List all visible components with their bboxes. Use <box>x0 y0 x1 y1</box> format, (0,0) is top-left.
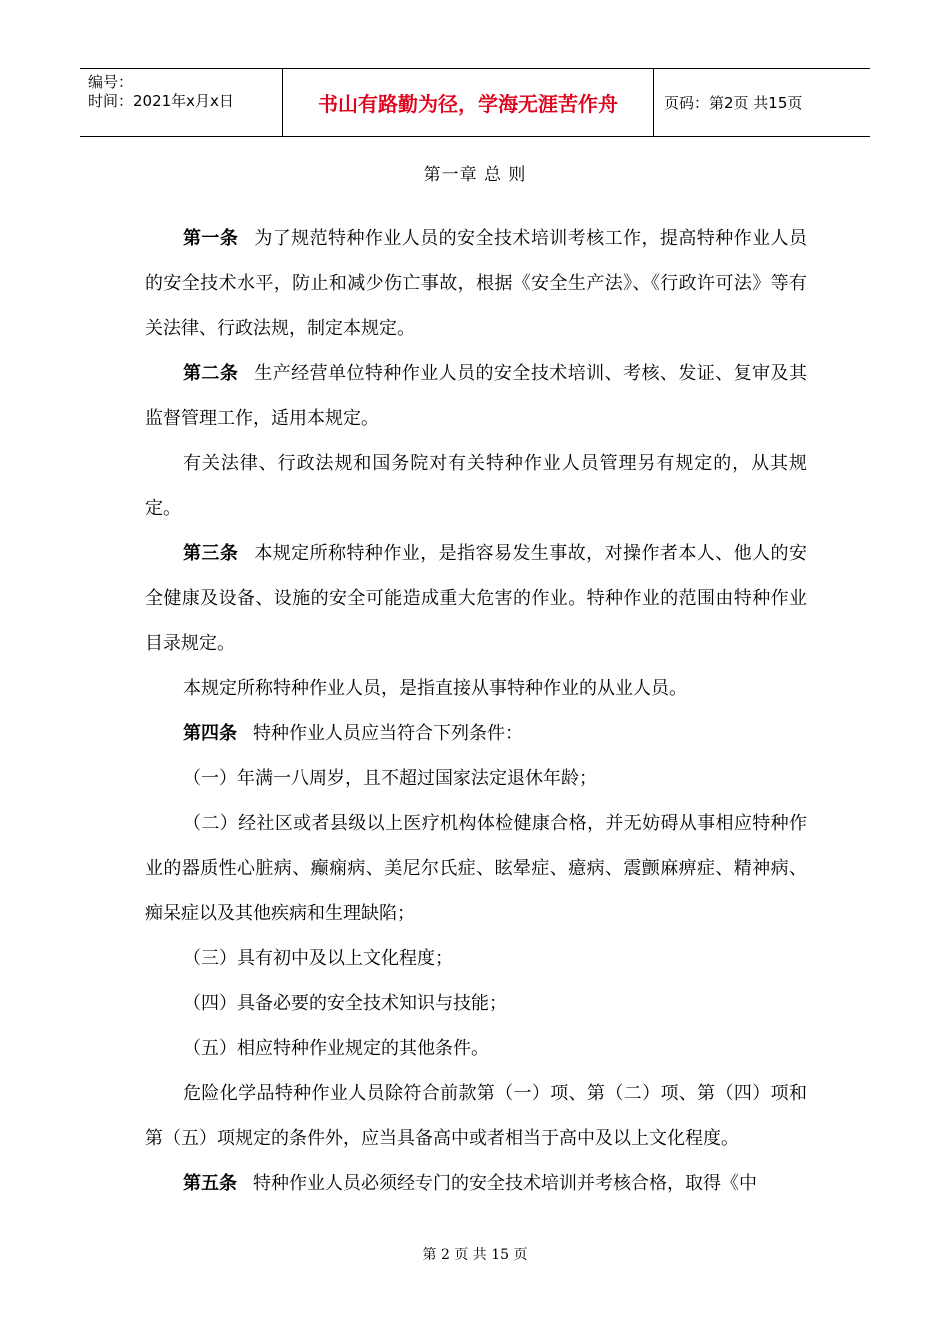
paragraph-text: （三）具有初中及以上文化程度； <box>183 948 453 969</box>
document-body <box>145 216 807 1206</box>
chapter-title: 第一章 总 则 <box>423 165 527 185</box>
paragraph-text: 本规定所称特种作业人员，是指直接从事特种作业的从业人员。 <box>183 678 687 699</box>
header-table <box>80 68 870 137</box>
list-item <box>145 801 807 936</box>
paragraph-text: （四）具备必要的安全技术知识与技能； <box>183 993 507 1014</box>
paragraph <box>145 1161 807 1206</box>
article-number: 第一条 <box>183 228 239 249</box>
paragraph-text: 特种作业人员必须经专门的安全技术培训并考核合格，取得《中 <box>253 1173 757 1194</box>
paragraph <box>145 216 807 351</box>
article-number: 第二条 <box>183 363 239 384</box>
number-label: 编号： <box>88 73 134 91</box>
paragraph-text: （二）经社区或者县级以上医疗机构体检健康合格，并无妨碍从事相应特种作业的器质性心脏病、癫痫病、美尼尔氏症、眩晕症、癔病、震颤麻痹症、精神病、痴呆症以及其他疾病和生理缺陷； <box>145 813 807 924</box>
paragraph-text: 有关法律、行政法规和国务院对有关特种作业人员管理另有规定的，从其规定。 <box>145 453 807 519</box>
page-footer: 第 2 页 共 15 页 <box>422 1247 528 1263</box>
paragraph <box>145 711 807 756</box>
paragraph-text: （一）年满一八周岁，且不超过国家法定退休年龄； <box>183 768 597 789</box>
paragraph <box>145 1071 807 1161</box>
motto: 书山有路勤为径，学海无涯苦作舟 <box>282 69 654 136</box>
article-number: 第三条 <box>183 543 239 564</box>
paragraph <box>145 441 807 531</box>
paragraph-text: 特种作业人员应当符合下列条件： <box>253 723 523 744</box>
paragraph <box>145 531 807 666</box>
paragraph-text: 本规定所称特种作业，是指容易发生事故，对操作者本人、他人的安全健康及设备、设施的安全可能造成重大危害的作业。特种作业的范围由特种作业目录规定。 <box>145 543 807 654</box>
list-item <box>145 981 807 1026</box>
article-number: 第五条 <box>183 1173 237 1194</box>
list-item <box>145 936 807 981</box>
article-number: 第四条 <box>183 723 237 744</box>
paragraph-text: 生产经营单位特种作业人员的安全技术培训、考核、发证、复审及其监督管理工作，适用本规定。 <box>145 363 807 429</box>
paragraph-text: 危险化学品特种作业人员除符合前款第（一）项、第（二）项、第（四）项和第（五）项规定的条件外，应当具备高中或者相当于高中及以上文化程度。 <box>145 1083 807 1149</box>
paragraph-text: 为了规范特种作业人员的安全技术培训考核工作，提高特种作业人员的安全技术水平，防止和减少伤亡事故，根据《安全生产法》、《行政许可法》等有关法律、行政法规，制定本规定。 <box>145 228 807 339</box>
header-left-cell <box>80 69 282 136</box>
list-item <box>145 756 807 801</box>
paragraph-text: （五）相应特种作业规定的其他条件。 <box>183 1038 489 1059</box>
date-label: 时间：2021年x月x日 <box>88 92 234 110</box>
list-item <box>145 1026 807 1071</box>
paragraph <box>145 666 807 711</box>
paragraph <box>145 351 807 441</box>
page-info: 页码：第2页 共15页 <box>664 94 803 112</box>
